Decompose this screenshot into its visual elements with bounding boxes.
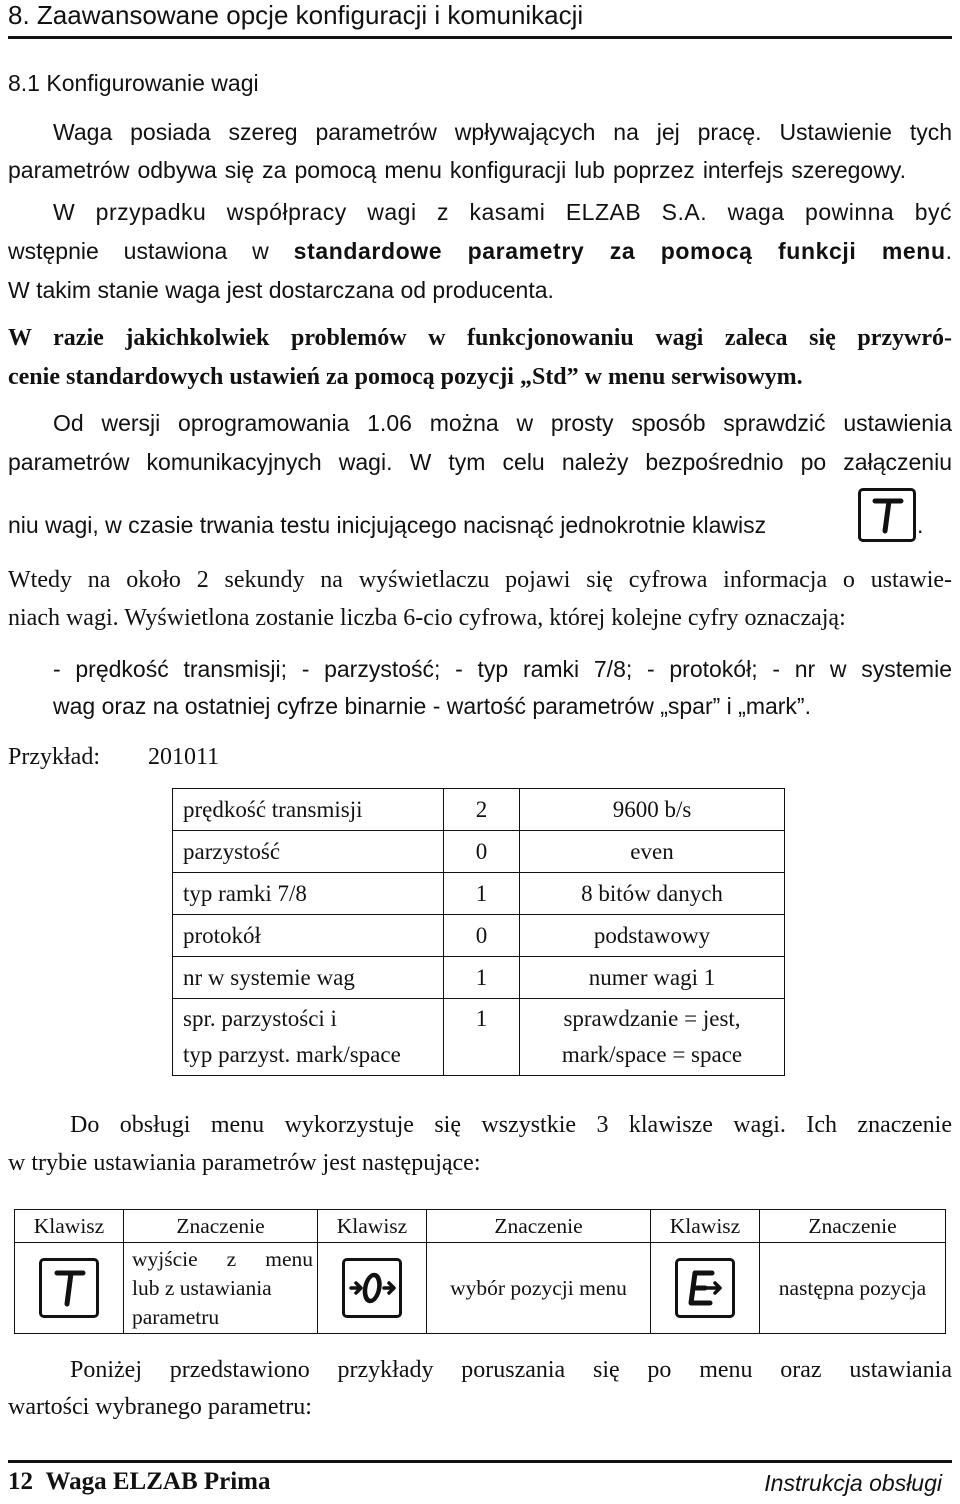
header-cell: Znaczenie <box>427 1210 651 1243</box>
p1-line5: W takim stanie waga jest dostarczana od producenta. <box>8 277 554 303</box>
param-name <box>173 999 444 1076</box>
p1-line4-bold: standardowe parametry za pomocą funkcji menu <box>293 238 946 264</box>
param-meaning-line2: mark/space = space <box>561 1042 743 1067</box>
param-meaning: numer wagi 1 <box>520 957 785 999</box>
param-meaning: 9600 b/s <box>520 789 785 831</box>
p1-line3: W przypadku współpracy wagi z kasami ELZAB S.A. waga powinna być <box>53 199 952 225</box>
param-meaning: 8 bitów danych <box>520 873 785 915</box>
param-digit: 0 <box>444 831 520 873</box>
footer-rule <box>8 1460 952 1463</box>
key-cell <box>318 1243 427 1334</box>
p4-line2: niach wagi. Wyświetlona zostanie liczba 6-cio cyfrowa, której kolejne cyfry oznaczają: <box>8 605 846 631</box>
p1-line4 <box>8 236 952 266</box>
header-cell: Klawisz <box>318 1210 427 1243</box>
meaning-cell: wybór pozycji menu <box>427 1243 651 1334</box>
header-cell: Znaczenie <box>760 1210 946 1243</box>
footer-left <box>8 1466 271 1498</box>
enter-key-icon <box>675 1258 735 1318</box>
param-name: typ ramki 7/8 <box>173 873 444 915</box>
param-name-line1: spr. parzystości i <box>183 1006 337 1031</box>
param-meaning <box>520 999 785 1076</box>
table-header-row <box>15 1210 946 1243</box>
param-digit: 2 <box>444 789 520 831</box>
meaning-line3: parametru <box>132 1304 220 1329</box>
param-digit: 1 <box>444 957 520 999</box>
page-number: 12 <box>8 1468 33 1495</box>
p3-line3-end: . <box>917 512 924 538</box>
footer-title: Waga ELZAB Prima <box>45 1468 271 1495</box>
meaning-cell <box>124 1243 318 1334</box>
param-name: parzystość <box>173 831 444 873</box>
param-meaning: even <box>520 831 785 873</box>
p7-line1: Poniżej przedstawiono przykłady poruszania się po menu oraz ustawiania <box>70 1357 952 1383</box>
p3-line3: niu wagi, w czasie trwania testu inicjującego nacisnąć jednokrotnie klawisz <box>8 512 767 538</box>
param-name: prędkość transmisji <box>173 789 444 831</box>
p4-line1: Wtedy na około 2 sekundy na wyświetlaczu pojawi się cyfrowa informacja o ustawie- <box>8 567 952 593</box>
table-row <box>173 789 785 831</box>
section-title: 8.1 Konfigurowanie wagi <box>8 70 259 96</box>
table-row <box>15 1243 946 1334</box>
param-digit: 1 <box>444 999 520 1076</box>
p6-line2: w trybie ustawiania parametrów jest następujące: <box>8 1150 481 1176</box>
key-cell <box>651 1243 760 1334</box>
key-cell <box>15 1243 124 1334</box>
p3-line1: Od wersji oprogramowania 1.06 można w prosty sposób sprawdzić ustawienia <box>53 410 952 436</box>
p1-line4-a: wstępnie ustawiona w <box>8 238 269 264</box>
p3-line2: parametrów komunikacyjnych wagi. W tym celu należy bezpośrednio po załączeniu <box>8 449 952 475</box>
p5-line2: wag oraz na ostatniej cyfrze binarnie - wartość parametrów „spar” i „mark”. <box>53 693 811 719</box>
header-cell: Klawisz <box>15 1210 124 1243</box>
p6-line1: Do obsługi menu wykorzystuje się wszystkie 3 klawisze wagi. Ich znaczenie <box>70 1112 952 1138</box>
heading-rule <box>8 36 952 39</box>
keys-table <box>14 1209 946 1334</box>
parameter-table <box>172 788 785 1076</box>
meaning-cell: następna pozycja <box>760 1243 946 1334</box>
tare-key-icon <box>39 1258 99 1318</box>
page-title: 8. Zaawansowane opcje konfiguracji i komunikacji <box>8 0 584 30</box>
tare-key-icon <box>858 488 916 542</box>
table-row <box>173 873 785 915</box>
footer-right: Instrukcja obsługi <box>764 1470 942 1496</box>
header-cell: Znaczenie <box>124 1210 318 1243</box>
meaning-line2: lub z ustawiania <box>132 1275 272 1300</box>
param-meaning: podstawowy <box>520 915 785 957</box>
p2-line2: cenie standardowych ustawień za pomocą pozycji „Std” w menu serwisowym. <box>8 364 803 390</box>
p1-line4-end: . <box>945 238 952 264</box>
table-row <box>173 831 785 873</box>
param-digit: 0 <box>444 915 520 957</box>
meaning-line1: wyjście z menu <box>132 1246 313 1271</box>
p1-line2: parametrów odbywa się za pomocą menu konfiguracji lub poprzez interfejs szeregowy. <box>8 157 906 183</box>
p5-line1: - prędkość transmisji; - parzystość; - typ ramki 7/8; - protokół; - nr w systemie <box>53 656 952 682</box>
example-label: Przykład: <box>8 744 100 770</box>
param-name: protokół <box>173 915 444 957</box>
table-row <box>173 957 785 999</box>
param-meaning-line1: sprawdzanie = jest, <box>563 1006 741 1031</box>
p2-line1: W razie jakichkolwiek problemów w funkcjonowaniu wagi zaleca się przywró- <box>8 325 952 351</box>
param-digit: 1 <box>444 873 520 915</box>
table-row <box>173 999 785 1076</box>
example-value: 201011 <box>148 744 220 770</box>
zero-key-icon <box>342 1258 402 1318</box>
p7-line2: wartości wybranego parametru: <box>8 1394 312 1420</box>
header-cell: Klawisz <box>651 1210 760 1243</box>
param-name-line2: typ parzyst. mark/space <box>183 1042 401 1067</box>
param-name: nr w systemie wag <box>173 957 444 999</box>
table-row <box>173 915 785 957</box>
p1-line1: Waga posiada szereg parametrów wpływających na jej pracę. Ustawienie tych <box>53 119 952 145</box>
